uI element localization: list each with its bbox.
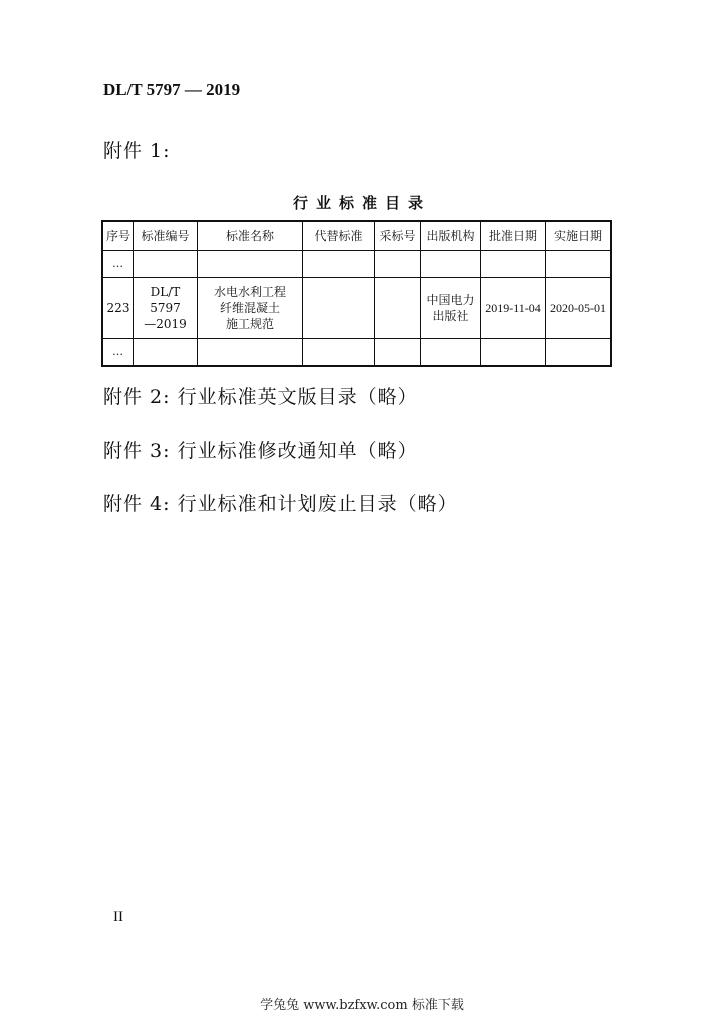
site-watermark-text: 学兔兔 www.bzfxw.com 标准下载 <box>260 998 464 1013</box>
cell-replaced <box>303 339 375 367</box>
col-header-adopted: 采标号 <box>375 221 421 251</box>
standard-code-header: DL/T 5797 — 2019 <box>103 80 241 99</box>
col-header-replaced: 代替标准 <box>303 221 375 251</box>
cell-seq: … <box>102 339 134 367</box>
table-row <box>102 339 611 367</box>
cell-effective: 2020-05-01 <box>546 278 612 339</box>
table-row <box>102 251 611 278</box>
cell-name: 水电水利工程 纤维混凝土 施工规范 <box>198 278 303 339</box>
col-header-publisher: 出版机构 <box>421 221 481 251</box>
attachment-4-label: 附件 4: 行业标准和计划废止目录（略） <box>103 493 458 515</box>
cell-code <box>134 339 198 367</box>
table-row <box>102 278 611 339</box>
attachment-1-label: 附件 1: <box>103 140 171 162</box>
cell-approved: 2019-11-04 <box>481 278 546 339</box>
cell-name <box>198 339 303 367</box>
page-number: II <box>113 909 123 925</box>
col-header-seq: 序号 <box>102 221 134 251</box>
cell-approved <box>481 251 546 278</box>
cell-replaced <box>303 251 375 278</box>
cell-publisher: 中国电力 出版社 <box>421 278 481 339</box>
cell-replaced <box>303 278 375 339</box>
standards-catalog-table <box>101 220 612 367</box>
cell-adopted <box>375 251 421 278</box>
cell-code: DL/T 5797 —2019 <box>134 278 198 339</box>
attachment-2-label: 附件 2: 行业标准英文版目录（略） <box>103 386 418 408</box>
cell-code <box>134 251 198 278</box>
cell-name <box>198 251 303 278</box>
cell-approved <box>481 339 546 367</box>
table-title: 行业标准目录 <box>292 194 431 212</box>
col-header-name: 标准名称 <box>198 221 303 251</box>
cell-effective <box>546 339 612 367</box>
col-header-effective: 实施日期 <box>546 221 612 251</box>
col-header-code: 标准编号 <box>134 221 198 251</box>
cell-publisher <box>421 251 481 278</box>
cell-seq: 223 <box>102 278 134 339</box>
table-header-row <box>102 221 611 251</box>
cell-effective <box>546 251 612 278</box>
cell-publisher <box>421 339 481 367</box>
col-header-approved: 批准日期 <box>481 221 546 251</box>
cell-seq: … <box>102 251 134 278</box>
cell-adopted <box>375 339 421 367</box>
attachment-3-label: 附件 3: 行业标准修改通知单（略） <box>103 440 418 462</box>
cell-adopted <box>375 278 421 339</box>
